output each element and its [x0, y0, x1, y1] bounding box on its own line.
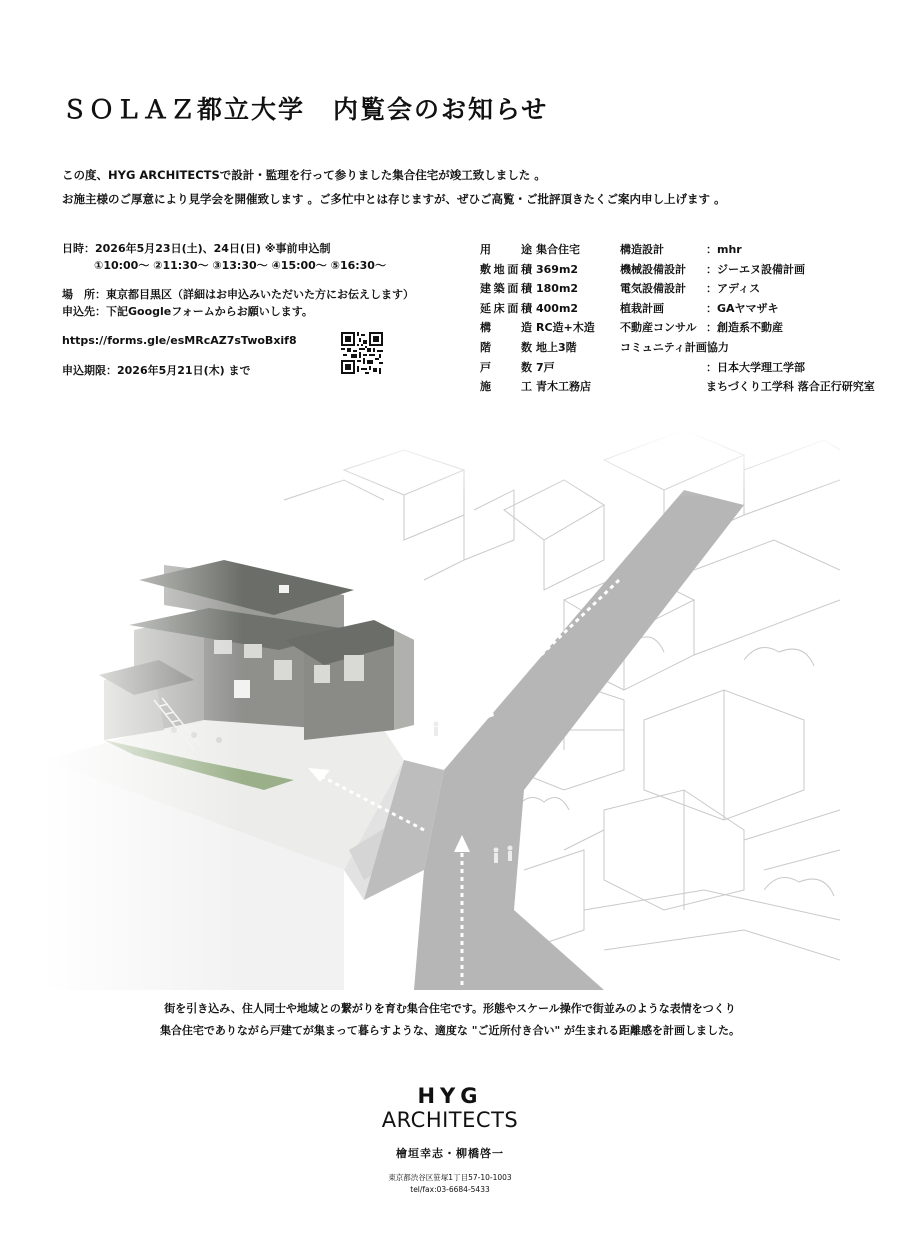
spec-key-2: 不動産コンサル: [620, 321, 697, 335]
site-axonometric-illustration: [44, 430, 840, 990]
spec-key: 戸 数: [480, 360, 532, 374]
spec-value: 369m2: [536, 262, 579, 276]
spec-value-2: ：創造系不動産: [706, 321, 783, 335]
intro-line-2: お施主様のご厚意により見学会を開催致します 。ご多忙中とは存じますが、ぜひご高覧・ご批評頂きたくご案内申し上げます 。: [62, 192, 726, 206]
logo-architects: ARCHITECTS: [381, 1108, 519, 1132]
spec-key: 敷地面積: [480, 262, 532, 276]
spec-value: 集合住宅: [536, 243, 580, 256]
spec-key: 建築面積: [480, 282, 532, 296]
spec-key-2: 構造設計: [620, 243, 664, 256]
concept-caption: [0, 998, 900, 1042]
spec-key: 階 数: [480, 340, 532, 354]
spec-value: 7戸: [536, 360, 555, 374]
spec-key-2: 機械設備設計: [620, 262, 686, 276]
event-info: [62, 240, 462, 379]
spec-value: 地上3階: [536, 340, 577, 354]
spec-value-2: ：アディス: [706, 282, 761, 296]
qr-code-icon[interactable]: [341, 332, 383, 374]
architect-names: 檜垣幸志・柳橋啓一: [396, 1147, 504, 1160]
spec-value: RC造+木造: [536, 321, 595, 335]
intro-line-1: この度、HYG ARCHITECTSで設計・監理を行って参りました集合住宅が竣工致しました 。: [62, 168, 546, 182]
spec-value-2: まちづくり工学科 落合正行研究室: [706, 380, 875, 394]
spec-value-2: ：ジーエヌ設備計画: [706, 262, 805, 276]
caption-line-1: 街を引き込み、住人同士や地域との繋がりを育む集合住宅です。形態やスケール操作で街並みのような表情をつくり: [164, 1002, 736, 1015]
spec-value: 400m2: [536, 301, 579, 315]
event-deadline: 申込期限：2026年5月21日(木) まで: [62, 364, 251, 377]
spec-value-2: ：GAヤマザキ: [706, 301, 779, 315]
caption-line-2: 集合住宅でありながら戸建てが集まって暮らすような、適度な "ご近所付き合い" が生まれる距離感を計画しました。: [159, 1024, 741, 1037]
event-times: ①10:00～ ②11:30～ ③13:30～ ④15:00～ ⑤16:30～: [94, 259, 386, 272]
office-tel: tel/fax:03-6684-5433: [410, 1185, 490, 1194]
spec-value-2: ：日本大学理工学部: [706, 360, 805, 374]
title-main: ＳＯＬＡＺ都立大学: [62, 95, 306, 124]
spec-value: 青木工務店: [536, 380, 591, 394]
spec-key: 施 工: [480, 380, 532, 394]
intro-text: [62, 163, 726, 211]
title-sub: 内覧会のお知らせ: [333, 95, 549, 124]
spec-key: 用 途: [480, 243, 532, 256]
spec-key: 延床面積: [480, 301, 532, 315]
event-apply: 申込先：下記Googleフォームからお願いします。: [62, 305, 313, 318]
spec-key-2: 電気設備設計: [620, 282, 686, 296]
spec-key-2: コミュニティ計画協力: [620, 340, 729, 354]
spec-key: 構 造: [480, 321, 532, 335]
logo-hyg: HYG: [417, 1084, 483, 1108]
event-place: 場 所：東京都目黒区（詳細はお申込みいただいた方にお伝えします）: [62, 288, 414, 301]
page-title: [62, 90, 548, 126]
event-date: 日時：2026年5月23日(土)、24日(日) ※事前申込制: [62, 242, 331, 255]
spec-key-2: 植栽計画: [620, 301, 664, 315]
spec-value-2: ：mhr: [706, 243, 742, 256]
spec-value: 180m2: [536, 282, 579, 296]
form-url-link[interactable]: https://forms.gle/esMRcAZ7sTwoBxif8: [62, 334, 297, 347]
office-address: 東京都渋谷区笹塚1丁目57-10-1003: [388, 1173, 512, 1182]
